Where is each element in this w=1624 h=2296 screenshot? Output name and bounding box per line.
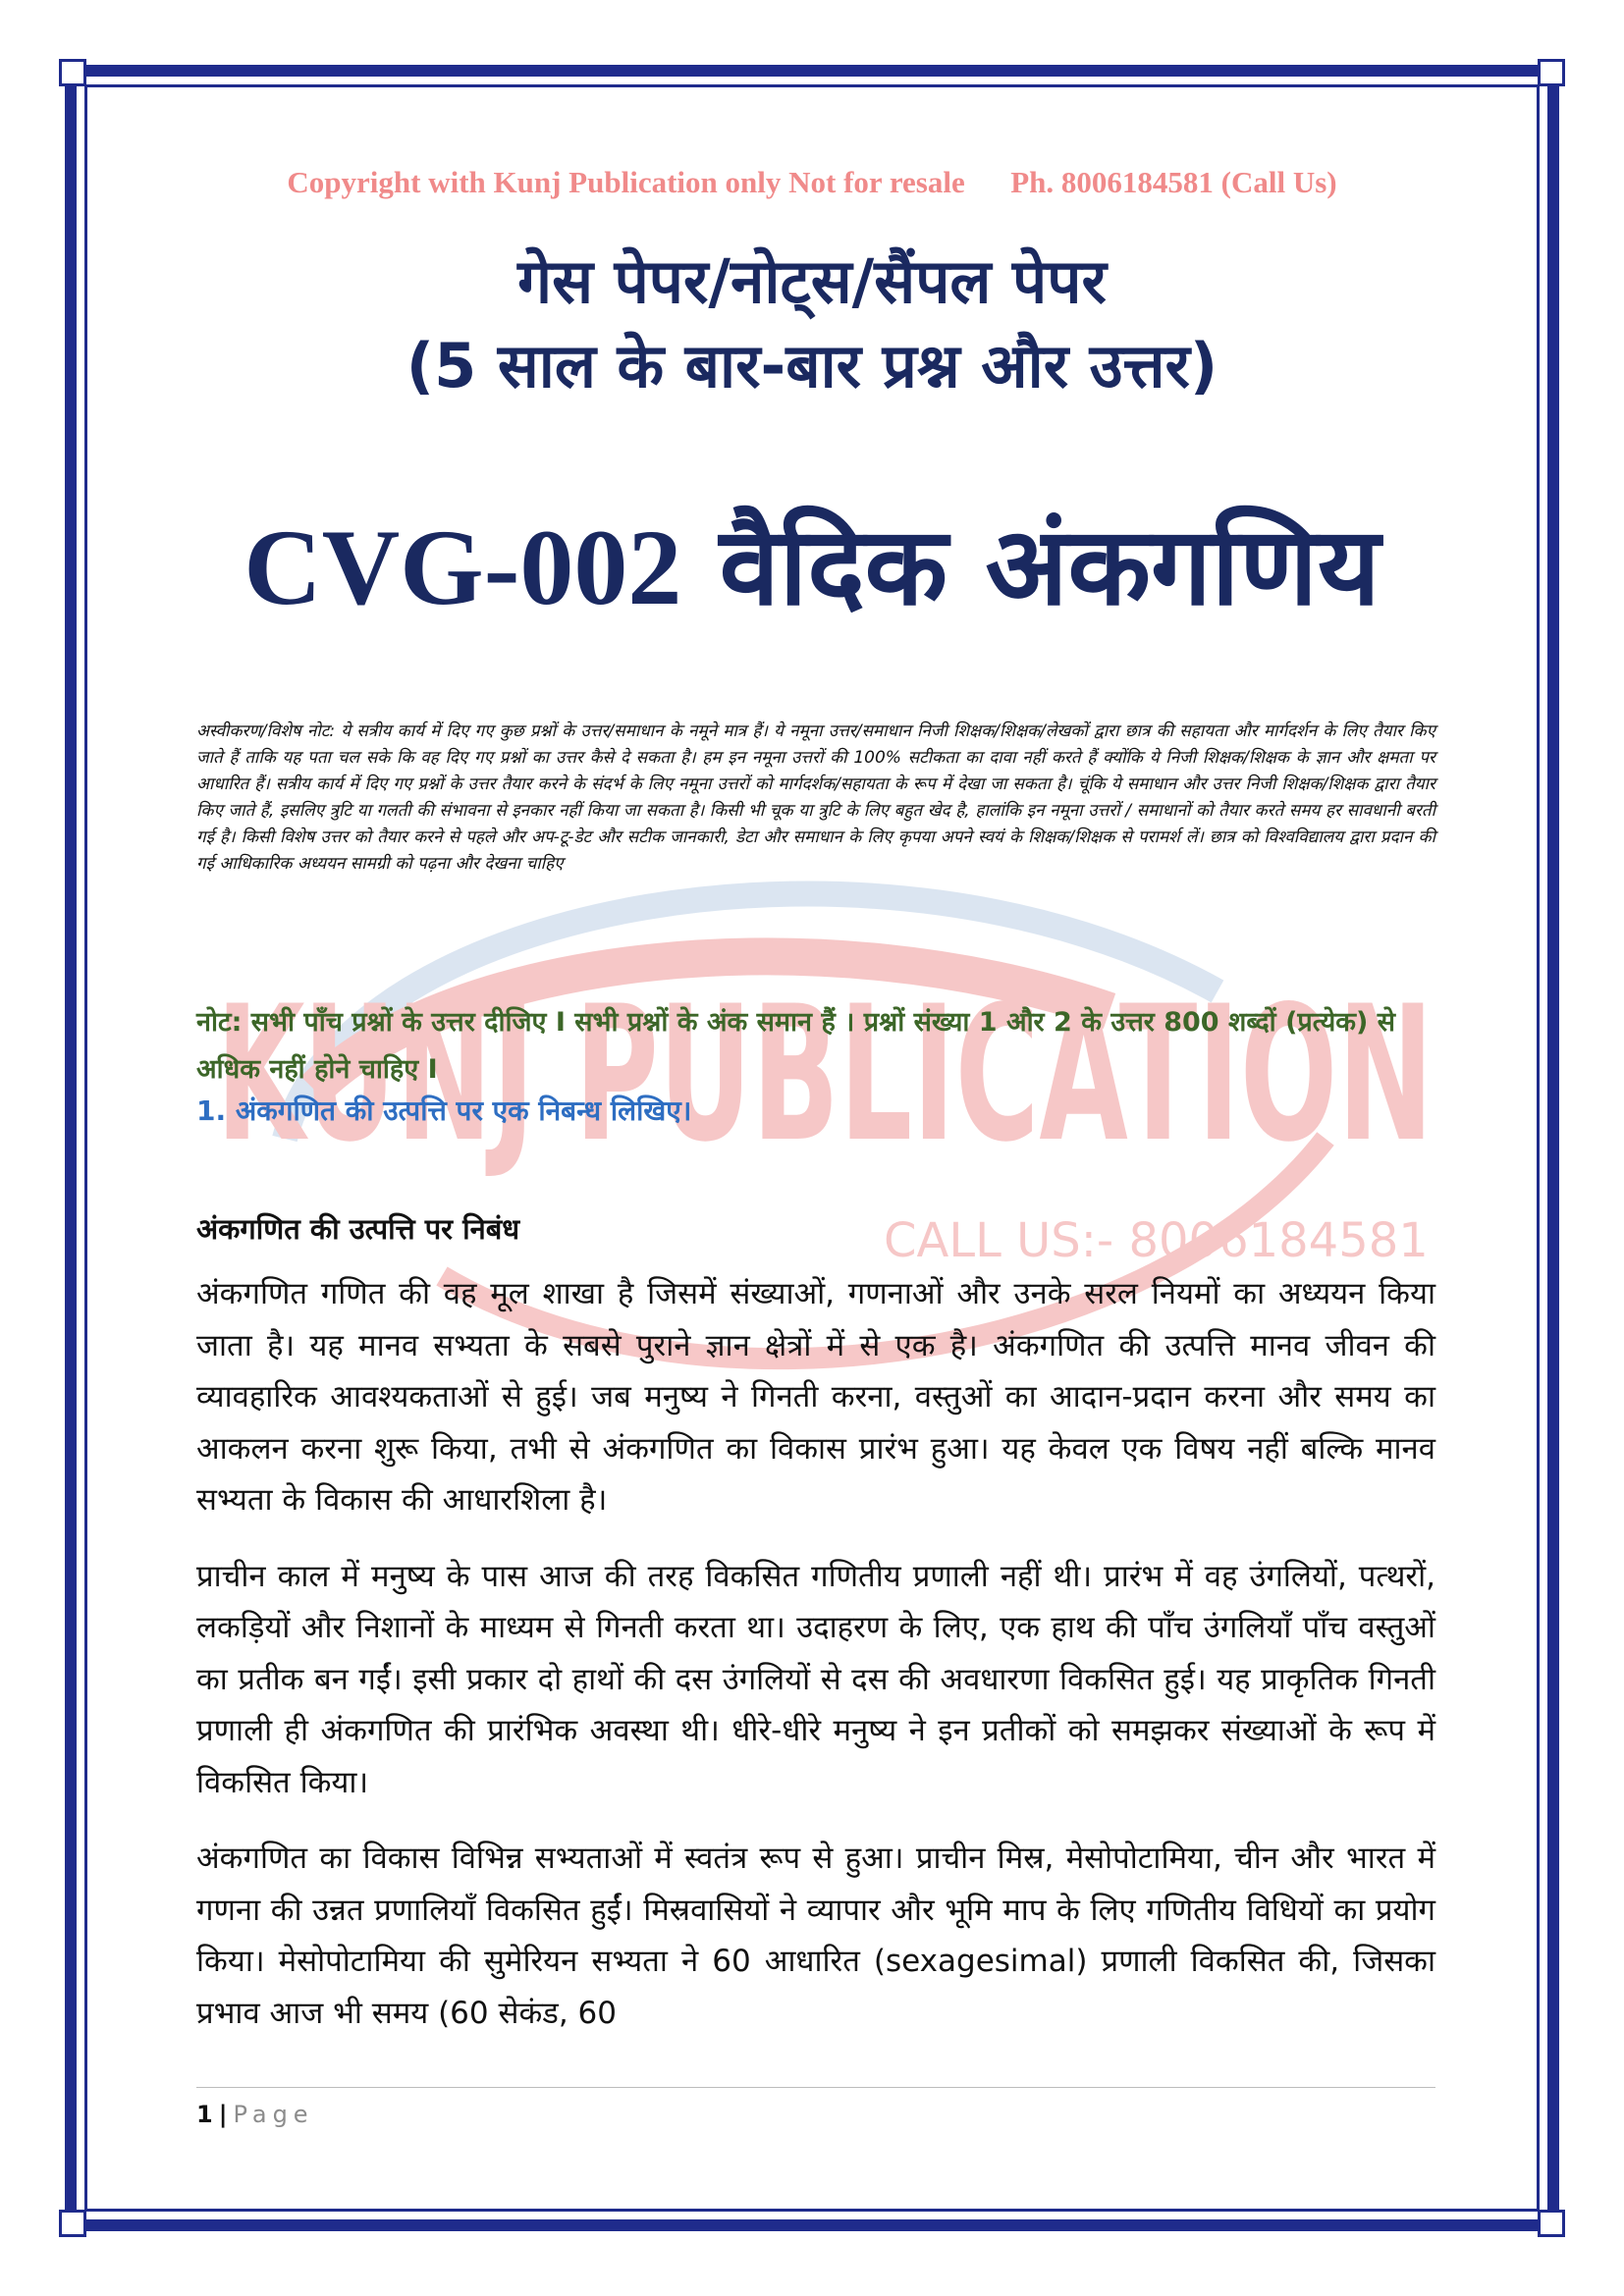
answer-body [196,1268,1435,2063]
course-subject: वैदिक अंकगणिय [719,504,1380,629]
page-number: 1 [196,2101,213,2128]
page-label: Page [233,2101,314,2128]
instruction-note: नोट: सभी पाँच प्रश्नों के उत्तर दीजिए I सभी प्रश्नों के अंक समान हैं । प्रश्नों संख्या 1 और 2 के उत्तर 800 शब्दों (प्रत्येक) से अधिक नहीं होने चाहिए I [196,1007,1395,1085]
course-title [0,503,1624,631]
title-line-2: (5 साल के बार-बार प्रश्न और उत्तर) [406,330,1218,401]
paragraph: प्राचीन काल में मनुष्य के पास आज की तरह विकसित गणितीय प्रणाली नहीं थी। प्रारंभ में वह उंगलियों, पत्थरों, लकड़ियों और निशानों के माध्यम से गिनती करता था। उदाहरण के लिए, एक हाथ की पाँच उंगलियाँ पाँच वस्तुओं का प्रतीक बन गईं। इसी प्रकार दो हाथों की दस उंगलियों से दस की अवधारणा विकसित हुई। यह प्राकृतिक गिनती प्रणाली ही अंकगणित की प्रारंभिक अवस्था थी। धीरे-धीरे मनुष्य ने इन प्रतीकों को समझकर संख्याओं के रूप में विकसित किया। [196,1558,1435,1800]
answer-heading: अंकगणित की उत्पत्ति पर निबंध [196,1212,520,1246]
footer-divider [196,2087,1435,2088]
title-line-1: गेस पेपर/नोट्स/सैंपल पेपर [517,245,1107,317]
border-corner-top-left [59,59,86,86]
course-code: CVG-002 [244,507,682,627]
border-corner-bottom-right [1538,2210,1565,2237]
border-corner-top-right [1538,59,1565,86]
paragraph: अंकगणित का विकास विभिन्न सभ्यताओं में स्वतंत्र रूप से हुआ। प्राचीन मिस्र, मेसोपोटामिया, चीन और भारत में गणना की उन्नत प्रणालियाँ विकसित हुईं। मिस्रवासियों ने व्यापार और भूमि माप के लिए गणितीय विधियों का प्रयोग किया। मेसोपोटामिया की सुमेरियन सभ्यता ने 60 आधारित (sexagesimal) प्रणाली विकसित की, जिसका प्रभाव आज भी समय (60 सेकंड, 60 [196,1841,1435,2031]
question-1: 1. अंकगणित की उत्पत्ति पर एक निबन्ध लिखिए। [196,1095,692,1127]
border-corner-bottom-left [59,2210,86,2237]
document-title [0,240,1624,408]
footer-separator: | [218,2101,228,2128]
paragraph: अंकगणित गणित की वह मूल शाखा है जिसमें संख्याओं, गणनाओं और उनके सरल नियमों का अध्ययन किया जाता है। यह मानव सभ्यता के सबसे पुराने ज्ञान क्षेत्रों में से एक है। अंकगणित की उत्पत्ति मानव जीवन की व्यावहारिक आवश्यकताओं से हुई। जब मनुष्य ने गिनती करना, वस्तुओं का आदान-प्रदान करना और समय का आकलन करना शुरू किया, तभी से अंकगणित का विकास प्रारंभ हुआ। यह केवल एक विषय नहीं बल्कि मानव सभ्यता के विकास की आधारशिला है। [196,1276,1435,1518]
watermark-call-text: CALL US:- 8006184581 [884,1213,1429,1268]
page-footer [196,2101,314,2128]
copyright-notice: Copyright with Kunj Publication only Not for resale Ph. 8006184581 (Call Us) [287,165,1337,199]
disclaimer-text: अस्वीकरण/विशेष नोट: ये सत्रीय कार्य में दिए गए कुछ प्रश्नों के उत्तर/समाधान के नमूने मात्र हैं। ये नमूना उत्तर/समाधान निजी शिक्षक/शिक्षक/लेखकों द्वारा छात्र की सहायता और मार्गदर्शन के लिए तैयार किए जाते हैं ताकि यह पता चल सके कि वह दिए गए प्रश्नों का उत्तर कैसे दे सकता है। हम इन नमूना उत्तरों की 100% सटीकता का दावा नहीं करते हैं क्योंकि ये निजी शिक्षक/शिक्षक के ज्ञान और क्षमता पर आधारित हैं। सत्रीय कार्य में दिए गए प्रश्नों के उत्तर तैयार करने के संदर्भ के लिए नमूना उत्तरों को मार्गदर्शक/सहायता के रूप में देखा जा सकता है। चूंकि ये समाधान और उत्तर निजी शिक्षक/शिक्षक द्वारा तैयार किए जाते हैं, इसलिए त्रुटि या गलती की संभावना से इनकार नहीं किया जा सकता है। किसी भी चूक या त्रुटि के लिए बहुत खेद है, हालांकि इन नमूना उत्तरों / समाधानों को तैयार करते समय हर सावधानी बरती गई है। किसी विशेष उत्तर को तैयार करने से पहले और अप-टू-डेट और सटीक जानकारी, डेटा और समाधान के लिए कृपया अपने स्वयं के शिक्षक/शिक्षक से परामर्श लें। छात्र को विश्वविद्यालय द्वारा प्रदान की गई आधिकारिक अध्ययन सामग्री को पढ़ना और देखना चाहिए [196,721,1435,874]
watermark-brand-text: KUNJ PUBLICATION [216,966,1434,1183]
